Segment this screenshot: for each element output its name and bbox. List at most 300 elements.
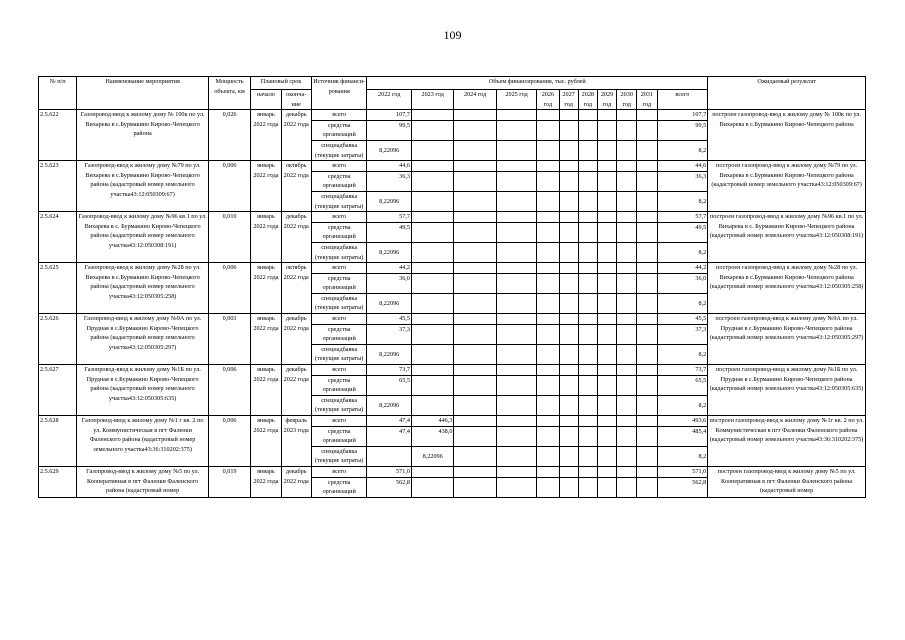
empty-year-cell — [496, 242, 536, 262]
value-total: 44,6 — [657, 161, 708, 172]
value-2022: 49,5 — [367, 222, 411, 242]
value-2022: 562,8 — [367, 477, 411, 497]
empty-year-cell — [537, 222, 559, 242]
object-power: 0,010 — [208, 212, 250, 263]
empty-year-cell — [559, 161, 578, 172]
funding-source: спецнадбавка (текущие затраты) — [311, 293, 367, 313]
funding-source: спецнадбавка (текущие затраты) — [311, 344, 367, 364]
empty-year-cell — [559, 273, 578, 293]
empty-year-cell — [617, 222, 637, 242]
funding-source: всего — [311, 110, 367, 121]
expected-result: построен газопровод-ввод к жилому дому №1Б по ул. Прудная в с.Бурмакино Кирово-Чепецкого района (кадастровый номер земельного участка43:12:050305:635) — [708, 365, 866, 416]
funding-source: всего — [311, 263, 367, 274]
empty-year-cell — [617, 191, 637, 211]
empty-year-cell — [496, 466, 536, 477]
empty-year-cell — [537, 263, 559, 274]
empty-year-cell — [597, 293, 616, 313]
term-start: январь 2022 года — [251, 365, 281, 416]
financing-table — [38, 76, 866, 498]
value-total: 8,2 — [657, 140, 708, 160]
empty-year-cell — [496, 120, 536, 140]
funding-source: средства организаций — [311, 426, 367, 446]
funding-source: средства организаций — [311, 477, 367, 497]
year-header: 2030 год — [617, 90, 637, 110]
empty-year-cell — [597, 140, 616, 160]
funding-source: средства организаций — [311, 222, 367, 242]
value-total: 65,5 — [657, 375, 708, 395]
empty-year-cell — [637, 293, 657, 313]
empty-year-cell — [496, 344, 536, 364]
empty-year-cell — [454, 365, 496, 376]
row-number: 2.5.626 — [39, 314, 77, 365]
expected-result: построен газопровод-ввод к жилому дому №96 кв.1 по ул. Вихарева в с. Бурмакино Кирово-Чепецкого района (кадастровый номер земельного участка43:12:050308:191) — [708, 212, 866, 263]
funding-source: всего — [311, 161, 367, 172]
value-2022: 44,2 — [367, 263, 411, 274]
empty-year-cell — [617, 273, 637, 293]
row-number: 2.5.622 — [39, 110, 77, 161]
empty-year-cell — [537, 416, 559, 427]
empty-year-cell — [496, 395, 536, 415]
empty-year-cell — [597, 110, 616, 121]
empty-year-cell — [597, 222, 616, 242]
empty-year-cell — [578, 324, 597, 344]
value-2023 — [411, 466, 453, 477]
value-2023 — [411, 293, 453, 313]
empty-year-cell — [559, 365, 578, 376]
term-end: декабрь 2022 года — [281, 212, 311, 263]
empty-year-cell — [578, 140, 597, 160]
empty-year-cell — [578, 365, 597, 376]
empty-year-cell — [637, 140, 657, 160]
empty-year-cell — [637, 191, 657, 211]
empty-year-cell — [637, 375, 657, 395]
empty-year-cell — [617, 477, 637, 497]
empty-year-cell — [454, 120, 496, 140]
empty-year-cell — [454, 212, 496, 223]
value-total: 571,0 — [657, 466, 708, 477]
empty-year-cell — [454, 273, 496, 293]
empty-year-cell — [559, 395, 578, 415]
value-total: 562,8 — [657, 477, 708, 497]
col-end-header: оконча-ние — [281, 90, 311, 110]
value-2022: 73,7 — [367, 365, 411, 376]
empty-year-cell — [578, 110, 597, 121]
funding-source: всего — [311, 314, 367, 325]
measure-name: Газопровод-ввод к жилому дому №9А по ул. Прудная в с.Бурмакино Кирово-Чепецкого района (кадастровый номер земельного участка43:12:050305:297) — [77, 314, 208, 365]
empty-year-cell — [537, 395, 559, 415]
empty-year-cell — [537, 110, 559, 121]
empty-year-cell — [496, 324, 536, 344]
empty-year-cell — [496, 375, 536, 395]
funding-source: средства организаций — [311, 273, 367, 293]
measure-name: Газопровод-ввод к жилому дому №28 по ул. Вихарева в с.Бурмакино Кирово-Чепецкого района (кадастровый номер земельного участка43:12:050305:258) — [77, 263, 208, 314]
term-start: январь 2022 года — [251, 416, 281, 467]
value-2022: 45,5 — [367, 314, 411, 325]
value-total: 44,2 — [657, 263, 708, 274]
value-2022: 8,22096 — [367, 140, 411, 160]
term-end: декабрь 2022 года — [281, 110, 311, 161]
empty-year-cell — [578, 161, 597, 172]
empty-year-cell — [617, 375, 637, 395]
empty-year-cell — [578, 273, 597, 293]
empty-year-cell — [617, 344, 637, 364]
empty-year-cell — [597, 161, 616, 172]
empty-year-cell — [454, 161, 496, 172]
empty-year-cell — [559, 222, 578, 242]
empty-year-cell — [578, 446, 597, 466]
empty-year-cell — [496, 212, 536, 223]
value-2023 — [411, 110, 453, 121]
table-row — [39, 314, 866, 325]
funding-source: средства организаций — [311, 120, 367, 140]
empty-year-cell — [637, 222, 657, 242]
value-2022: 8,22096 — [367, 191, 411, 211]
empty-year-cell — [454, 293, 496, 313]
value-2023 — [411, 263, 453, 274]
table-row — [39, 212, 866, 223]
funding-source: всего — [311, 365, 367, 376]
empty-year-cell — [537, 365, 559, 376]
empty-year-cell — [617, 426, 637, 446]
empty-year-cell — [559, 293, 578, 313]
table-row — [39, 416, 866, 427]
empty-year-cell — [578, 466, 597, 477]
funding-source: всего — [311, 466, 367, 477]
empty-year-cell — [537, 293, 559, 313]
value-2023 — [411, 140, 453, 160]
value-2023 — [411, 273, 453, 293]
empty-year-cell — [617, 263, 637, 274]
expected-result: построен газопровод-ввод к жилому дому №79 по ул. Вихарева в с.Бурмакино Кирово-Чепецкого района (кадастровый номер земельного участка43:12:050309:67) — [708, 161, 866, 212]
object-power: 0,026 — [208, 110, 250, 161]
funding-source: средства организаций — [311, 324, 367, 344]
empty-year-cell — [637, 110, 657, 121]
empty-year-cell — [559, 375, 578, 395]
empty-year-cell — [637, 477, 657, 497]
measure-name: Газопровод-ввод к жилому дому №96 кв.1 по ул. Вихарева в с. Бурмакино Кирово-Чепецкого района (кадастровый номер земельного участка43:12:050308:191) — [77, 212, 208, 263]
funding-source: средства организаций — [311, 171, 367, 191]
value-total: 45,5 — [657, 314, 708, 325]
expected-result: построен газопровод-ввод к жилому дому №1г кв. 2 по ул. Коммунистическая в пгт Фаленки Фаленского района (кадастровый номер земельного участка43:36:310202:375) — [708, 416, 866, 467]
empty-year-cell — [637, 161, 657, 172]
empty-year-cell — [454, 171, 496, 191]
empty-year-cell — [454, 426, 496, 446]
empty-year-cell — [578, 344, 597, 364]
table-row — [39, 263, 866, 274]
value-total: 36,3 — [657, 171, 708, 191]
value-2022: 36,3 — [367, 171, 411, 191]
value-2023 — [411, 375, 453, 395]
empty-year-cell — [454, 314, 496, 325]
row-number: 2.5.629 — [39, 466, 77, 497]
empty-year-cell — [637, 446, 657, 466]
measure-name: Газопровод-ввод к жилому дому № 100к по ул. Вихарева в с.Бурмакино Кирово-Чепецкого района — [77, 110, 208, 161]
row-number: 2.5.624 — [39, 212, 77, 263]
empty-year-cell — [617, 171, 637, 191]
value-2022: 571,0 — [367, 466, 411, 477]
empty-year-cell — [597, 416, 616, 427]
empty-year-cell — [597, 191, 616, 211]
value-total: 8,2 — [657, 242, 708, 262]
empty-year-cell — [454, 263, 496, 274]
empty-year-cell — [597, 344, 616, 364]
col-num-header: № п/п — [39, 77, 77, 110]
empty-year-cell — [637, 314, 657, 325]
value-total: 8,2 — [657, 395, 708, 415]
value-total: 36,0 — [657, 273, 708, 293]
empty-year-cell — [578, 395, 597, 415]
year-header: 2024 год — [454, 90, 496, 110]
col-volume-header: Объем финансирования, тыс. рублей — [367, 77, 708, 90]
empty-year-cell — [578, 426, 597, 446]
empty-year-cell — [637, 466, 657, 477]
empty-year-cell — [454, 416, 496, 427]
empty-year-cell — [578, 222, 597, 242]
value-2023 — [411, 191, 453, 211]
empty-year-cell — [617, 314, 637, 325]
empty-year-cell — [454, 191, 496, 211]
empty-year-cell — [597, 273, 616, 293]
value-2022: 37,3 — [367, 324, 411, 344]
value-2022: 8,22096 — [367, 395, 411, 415]
empty-year-cell — [496, 222, 536, 242]
object-power: 0,006 — [208, 263, 250, 314]
empty-year-cell — [597, 263, 616, 274]
funding-source: всего — [311, 416, 367, 427]
value-2022: 99,5 — [367, 120, 411, 140]
value-total: 485,4 — [657, 426, 708, 446]
value-2022: 8,22096 — [367, 344, 411, 364]
value-2023 — [411, 120, 453, 140]
empty-year-cell — [637, 263, 657, 274]
col-start-header: начало — [251, 90, 281, 110]
empty-year-cell — [559, 446, 578, 466]
empty-year-cell — [597, 324, 616, 344]
object-power: 0,006 — [208, 161, 250, 212]
year-header: 2025 год — [496, 90, 536, 110]
empty-year-cell — [559, 263, 578, 274]
empty-year-cell — [559, 120, 578, 140]
empty-year-cell — [496, 314, 536, 325]
empty-year-cell — [454, 466, 496, 477]
col-name-header: Наименование мероприятия — [77, 77, 208, 110]
value-2022: 57,7 — [367, 212, 411, 223]
value-total: 49,5 — [657, 222, 708, 242]
year-header: 2023 год — [411, 90, 453, 110]
value-total: 73,7 — [657, 365, 708, 376]
empty-year-cell — [559, 212, 578, 223]
empty-year-cell — [537, 324, 559, 344]
value-2023: 8,22096 — [411, 446, 453, 466]
value-2022: 8,22096 — [367, 242, 411, 262]
empty-year-cell — [454, 344, 496, 364]
empty-year-cell — [637, 212, 657, 223]
year-header: 2027 год — [559, 90, 578, 110]
empty-year-cell — [559, 466, 578, 477]
year-header: 2029 год — [597, 90, 616, 110]
empty-year-cell — [617, 324, 637, 344]
empty-year-cell — [454, 375, 496, 395]
empty-year-cell — [578, 314, 597, 325]
empty-year-cell — [454, 110, 496, 121]
table-row — [39, 466, 866, 477]
expected-result: построен газопровод-ввод к жилому дому №5 по ул. Кооперативная в пгт Фаленки Фаленского района (кадастровый номер — [708, 466, 866, 497]
empty-year-cell — [637, 120, 657, 140]
empty-year-cell — [537, 273, 559, 293]
empty-year-cell — [617, 120, 637, 140]
value-total: 107,7 — [657, 110, 708, 121]
term-start: январь 2022 года — [251, 314, 281, 365]
empty-year-cell — [496, 273, 536, 293]
term-start: январь 2022 года — [251, 110, 281, 161]
object-power: 0,006 — [208, 416, 250, 467]
col-power-header: Мощность объекта, км — [208, 77, 250, 110]
empty-year-cell — [597, 395, 616, 415]
empty-year-cell — [537, 212, 559, 223]
empty-year-cell — [559, 344, 578, 364]
empty-year-cell — [617, 212, 637, 223]
empty-year-cell — [537, 344, 559, 364]
object-power: 0,019 — [208, 466, 250, 497]
expected-result: построен газопровод-ввод к жилому дому №9А по ул. Прудная в с.Бурмакино Кирово-Чепецкого района (кадастровый номер земельного участка43:12:050305:297) — [708, 314, 866, 365]
empty-year-cell — [454, 446, 496, 466]
term-end: декабрь 2022 года — [281, 314, 311, 365]
table-row — [39, 365, 866, 376]
empty-year-cell — [597, 375, 616, 395]
measure-name: Газопровод-ввод к жилому дому №5 по ул. Кооперативная в пгт Фаленки Фаленского района (кадастровый номер — [77, 466, 208, 497]
table-row — [39, 110, 866, 121]
empty-year-cell — [559, 191, 578, 211]
empty-year-cell — [637, 324, 657, 344]
empty-year-cell — [617, 140, 637, 160]
funding-source: спецнадбавка (текущие затраты) — [311, 191, 367, 211]
term-start: январь 2022 года — [251, 212, 281, 263]
value-2022: 47,4 — [367, 416, 411, 427]
empty-year-cell — [617, 416, 637, 427]
empty-year-cell — [637, 242, 657, 262]
page-number: 109 — [443, 28, 462, 42]
value-total: 99,5 — [657, 120, 708, 140]
value-2022: 36,0 — [367, 273, 411, 293]
empty-year-cell — [597, 242, 616, 262]
value-2023 — [411, 161, 453, 172]
empty-year-cell — [597, 314, 616, 325]
empty-year-cell — [559, 242, 578, 262]
value-total: 8,2 — [657, 191, 708, 211]
empty-year-cell — [597, 426, 616, 446]
empty-year-cell — [537, 426, 559, 446]
row-number: 2.5.628 — [39, 416, 77, 467]
value-2023 — [411, 314, 453, 325]
value-2023 — [411, 171, 453, 191]
value-2023: 446,3 — [411, 416, 453, 427]
value-2023: 438,0 — [411, 426, 453, 446]
empty-year-cell — [559, 171, 578, 191]
empty-year-cell — [578, 171, 597, 191]
empty-year-cell — [537, 140, 559, 160]
empty-year-cell — [537, 120, 559, 140]
object-power: 0,006 — [208, 365, 250, 416]
col-result-header: Ожидаемый результат — [708, 77, 866, 110]
expected-result: построен газопровод-ввод к жилому дому № 100к по ул. Вихарева в с.Бурмакино Кирово-Чепецкого района — [708, 110, 866, 161]
value-2023 — [411, 324, 453, 344]
funding-source: спецнадбавка (текущие затраты) — [311, 140, 367, 160]
empty-year-cell — [578, 242, 597, 262]
year-header: 2026 год — [537, 90, 559, 110]
empty-year-cell — [537, 466, 559, 477]
empty-year-cell — [496, 446, 536, 466]
empty-year-cell — [617, 365, 637, 376]
empty-year-cell — [496, 110, 536, 121]
value-2023 — [411, 212, 453, 223]
value-2023 — [411, 477, 453, 497]
empty-year-cell — [559, 426, 578, 446]
measure-name: Газопровод-ввод к жилому дому №1Б по ул. Прудная в с.Бурмакино Кирово-Чепецкого района (кадастровый номер земельного участка43:12:050305:635) — [77, 365, 208, 416]
row-number: 2.5.625 — [39, 263, 77, 314]
year-header: 2022 год — [367, 90, 411, 110]
empty-year-cell — [496, 191, 536, 211]
empty-year-cell — [637, 426, 657, 446]
empty-year-cell — [637, 395, 657, 415]
value-2023 — [411, 242, 453, 262]
term-end: октябрь 2022 года — [281, 161, 311, 212]
value-2023 — [411, 344, 453, 364]
empty-year-cell — [597, 212, 616, 223]
empty-year-cell — [537, 375, 559, 395]
measure-name: Газопровод-ввод к жилому дому №79 по ул. Вихарева в с.Бурмакино Кирово-Чепецкого района (кадастровый номер земельного участка43:12:050309:67) — [77, 161, 208, 212]
term-end: октябрь 2022 года — [281, 263, 311, 314]
empty-year-cell — [454, 242, 496, 262]
table-row — [39, 161, 866, 172]
empty-year-cell — [617, 466, 637, 477]
empty-year-cell — [496, 161, 536, 172]
row-number: 2.5.623 — [39, 161, 77, 212]
empty-year-cell — [454, 395, 496, 415]
funding-source: средства организаций — [311, 375, 367, 395]
empty-year-cell — [637, 273, 657, 293]
empty-year-cell — [496, 293, 536, 313]
empty-year-cell — [559, 314, 578, 325]
value-2022: 65,5 — [367, 375, 411, 395]
value-total: 8,2 — [657, 446, 708, 466]
value-2022: 44,6 — [367, 161, 411, 172]
empty-year-cell — [578, 212, 597, 223]
empty-year-cell — [496, 171, 536, 191]
year-header: 2028 год — [578, 90, 597, 110]
empty-year-cell — [637, 365, 657, 376]
value-total: 8,2 — [657, 293, 708, 313]
value-total: 57,7 — [657, 212, 708, 223]
empty-year-cell — [578, 293, 597, 313]
value-2023 — [411, 365, 453, 376]
value-2023 — [411, 222, 453, 242]
empty-year-cell — [537, 161, 559, 172]
empty-year-cell — [637, 344, 657, 364]
value-2022: 107,7 — [367, 110, 411, 121]
value-2022: 8,22096 — [367, 293, 411, 313]
expected-result: построен газопровод-ввод к жилому дому №28 по ул. Вихарева в с.Бурмакино Кирово-Чепецкого района (кадастровый номер земельного участка43:12:050305:258) — [708, 263, 866, 314]
empty-year-cell — [617, 110, 637, 121]
empty-year-cell — [559, 324, 578, 344]
empty-year-cell — [637, 171, 657, 191]
term-end: февраль 2023 года — [281, 416, 311, 467]
empty-year-cell — [496, 416, 536, 427]
empty-year-cell — [537, 314, 559, 325]
funding-source: спецнадбавка (текущие затраты) — [311, 395, 367, 415]
col-source-header: Источник финанси-рования — [311, 77, 367, 110]
empty-year-cell — [537, 446, 559, 466]
empty-year-cell — [578, 375, 597, 395]
